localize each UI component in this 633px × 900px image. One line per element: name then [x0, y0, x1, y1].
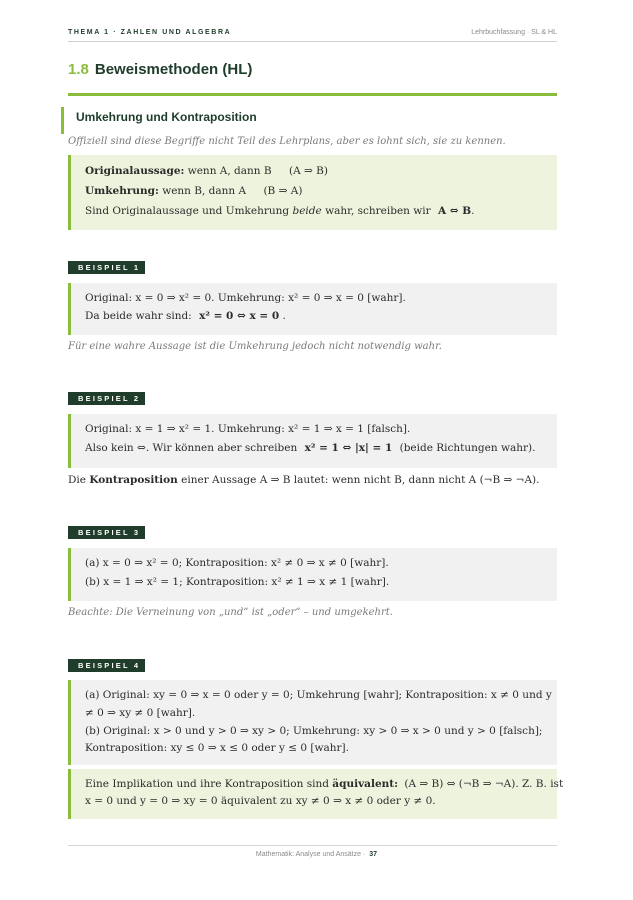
example-4-tag: BEISPIEL 4	[68, 659, 145, 672]
example-2-box	[68, 414, 557, 468]
footer-title: Mathematik: Analyse und Ansätze ·	[255, 851, 366, 858]
equivalence-emphasis: beide	[292, 205, 322, 217]
example-3-tag: BEISPIEL 3	[68, 526, 145, 539]
example-2-result: x² = 1 ⇔ |x| = 1	[304, 442, 393, 454]
definition-line-original	[85, 165, 328, 177]
section-heading	[68, 61, 252, 78]
example-1-result: x² = 0 ⇔ x = 0	[199, 310, 280, 322]
converse-symbol: (B ⇒ A)	[263, 185, 303, 197]
original-label: Originalaussage:	[85, 165, 185, 177]
subsection-accent-bar	[61, 107, 64, 134]
example-4-line-4: Kontraposition: xy ≤ 0 ⇒ x ≤ 0 oder y ≤ 0 [wahr].	[85, 742, 349, 754]
original-symbol: (A ⇒ B)	[288, 165, 328, 177]
section-number: 1.8	[68, 61, 89, 78]
equivalence-text-a: Sind Originalaussage und Umkehrung	[85, 205, 290, 217]
converse-text: wenn B, dann A	[162, 185, 247, 197]
page-number: 37	[369, 851, 378, 858]
equivalence-symbol: A ⇔ B	[438, 205, 472, 217]
converse-label: Umkehrung:	[85, 185, 159, 197]
equivalence-text-b: wahr, schreiben wir	[325, 205, 431, 217]
example-4-line-1: (a) Original: xy = 0 ⇒ x = 0 oder y = 0; Umkehrung [wahr]; Kontraposition: x ≠ 0 und y	[85, 689, 552, 701]
running-header	[68, 29, 557, 41]
example-3-box	[68, 548, 557, 601]
section-underline	[68, 93, 557, 96]
example-4-line-3: (b) Original: x > 0 und y > 0 ⇒ xy > 0; Umkehrung: xy > 0 ⇒ x > 0 und y > 0 [falsch];	[85, 725, 543, 737]
example-1-box	[68, 283, 557, 335]
example-1-note: Für eine wahre Aussage ist die Umkehrung jedoch nicht notwendig wahr.	[68, 341, 442, 352]
example-1-tag: BEISPIEL 1	[68, 261, 145, 274]
original-text: wenn A, dann B	[187, 165, 272, 177]
contraposition-definition: Die Kontraposition einer Aussage A ⇒ B lautet: wenn nicht B, dann nicht A (¬B ⇒ ¬A).	[68, 474, 540, 486]
example-3-line-2: (b) x = 1 ⇒ x² = 1; Kontraposition: x² ≠ 1 ⇒ x ≠ 1 [wahr].	[85, 576, 390, 588]
example-1-line-2: Da beide wahr sind: x² = 0 ⇔ x = 0 .	[85, 310, 286, 322]
example-4-line-2: ≠ 0 ⇒ xy ≠ 0 [wahr].	[85, 707, 196, 719]
footer-divider	[68, 845, 557, 846]
summary-line-2: x = 0 und y = 0 ⇒ xy = 0 äquivalent zu xy ≠ 0 ⇒ x ≠ 0 oder y ≠ 0.	[85, 795, 436, 807]
example-2-line-1: Original: x = 1 ⇒ x² = 1. Umkehrung: x² = 1 ⇒ x = 1 [falsch].	[85, 423, 411, 435]
summary-line-1: Eine Implikation und ihre Kontraposition sind äquivalent: (A ⇒ B) ⇔ (¬B ⇒ ¬A). Z. B. ist	[85, 778, 564, 790]
definition-line-equivalence: Sind Originalaussage und Umkehrung beide wahr, schreiben wir A ⇔ B.	[85, 205, 475, 217]
definition-line-converse	[85, 185, 302, 197]
definition-box	[68, 155, 557, 230]
edition-label: Lehrbuchfassung · SL & HL	[471, 29, 557, 36]
example-3-line-1: (a) x = 0 ⇒ x² = 0; Kontraposition: x² ≠ 0 ⇒ x ≠ 0 [wahr].	[85, 557, 389, 569]
example-2-tag: BEISPIEL 2	[68, 392, 145, 405]
page-footer	[0, 851, 633, 858]
summary-equivalent: äquivalent:	[332, 778, 398, 790]
section-title: Beweismethoden (HL)	[94, 61, 253, 78]
example-3-note: Beachte: Die Verneinung von „und“ ist „oder“ – und umgekehrt.	[68, 607, 393, 618]
example-1-line-1: Original: x = 0 ⇒ x² = 0. Umkehrung: x² = 0 ⇒ x = 0 [wahr].	[85, 292, 406, 304]
example-2-line-2: Also kein ⇔. Wir können aber schreiben x² = 1 ⇔ |x| = 1 (beide Richtungen wahr).	[85, 442, 536, 454]
contraposition-term: Kontraposition	[89, 474, 178, 486]
subsection-intro: Offiziell sind diese Begriffe nicht Teil des Lehrplans, aber es lohnt sich, sie zu kennen.	[68, 136, 506, 147]
example-4-box	[68, 680, 557, 765]
summary-box	[68, 769, 564, 819]
chapter-label: THEMA 1 · ZAHLEN UND ALGEBRA	[68, 29, 232, 36]
subsection-title: Umkehrung und Kontraposition	[76, 110, 257, 124]
header-divider	[68, 41, 557, 42]
